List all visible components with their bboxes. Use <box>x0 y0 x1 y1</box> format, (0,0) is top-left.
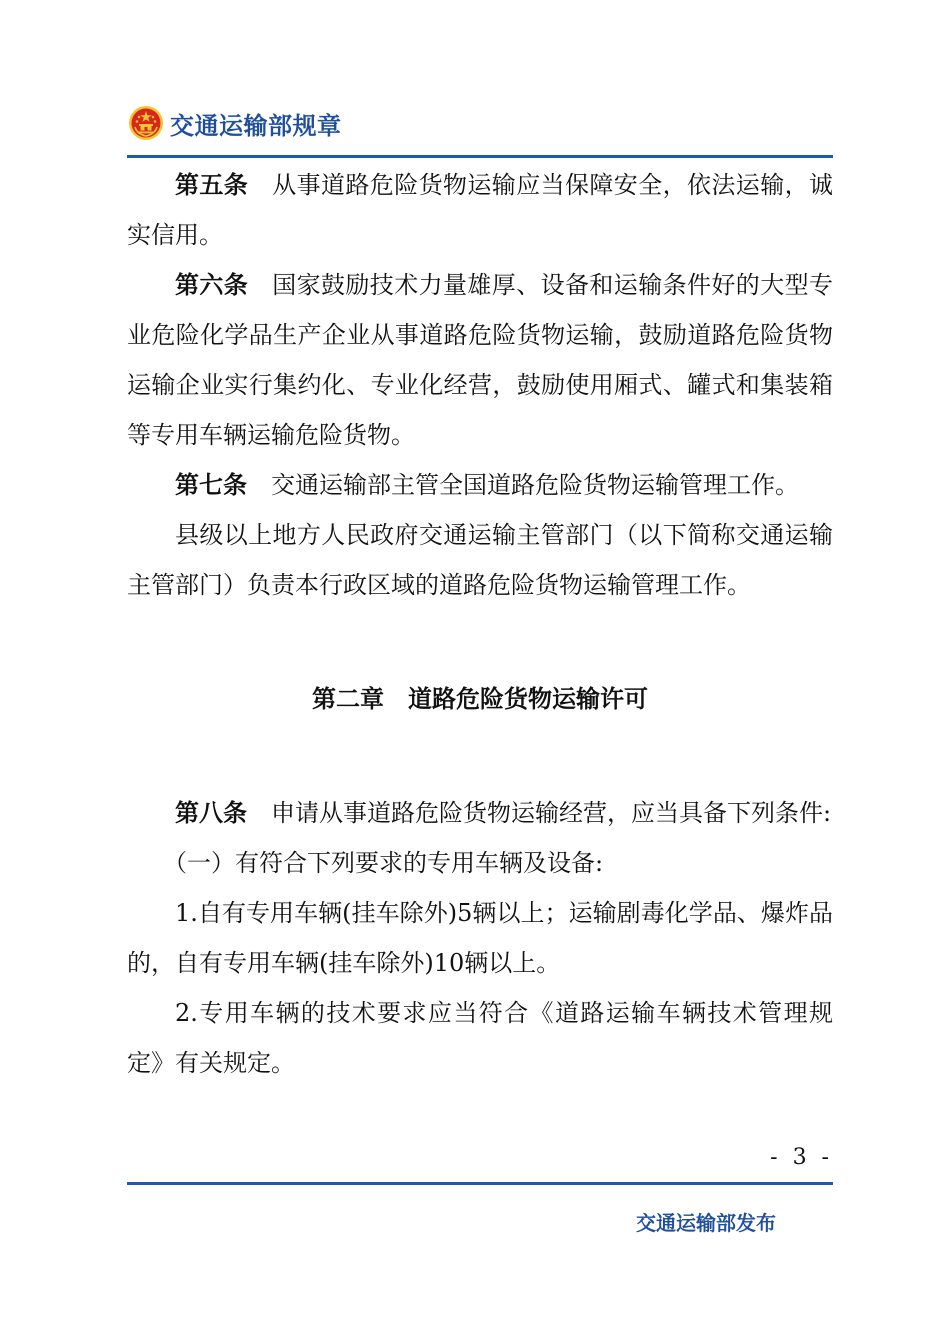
article-5 <box>127 160 833 260</box>
footer-divider <box>127 1182 833 1185</box>
document-body <box>127 160 833 1088</box>
header-title: 交通运输部规章 <box>170 111 342 140</box>
chapter-number: 第二章 <box>312 685 384 713</box>
article-label: 第五条 <box>175 171 249 199</box>
article-8 <box>127 788 833 838</box>
national-emblem-icon <box>128 105 164 141</box>
article-text: 交通运输部主管全国道路危险货物运输管理工作。 <box>271 471 799 499</box>
page-header <box>128 100 342 146</box>
header-divider <box>127 155 833 158</box>
article-8-item-1-2: 2.专用车辆的技术要求应当符合《道路运输车辆技术管理规定》有关规定。 <box>127 999 833 1077</box>
article-6 <box>127 260 833 460</box>
article-8-item-1: （一）有符合下列要求的专用车辆及设备: <box>163 849 604 877</box>
article-label: 第八条 <box>175 799 247 827</box>
article-text: 国家鼓励技术力量雄厚、设备和运输条件好的大型专业危险化学品生产企业从事道路危险货物运输，鼓励道路危险货物运输企业实行集约化、专业化经营，鼓励使用厢式、罐式和集装箱等专用车辆运输危险货物。 <box>127 271 834 449</box>
footer-publisher: 交通运输部发布 <box>636 1211 776 1235</box>
article-7-paragraph-2: 县级以上地方人民政府交通运输主管部门（以下简称交通运输主管部门）负责本行政区域的道路危险货物运输管理工作。 <box>127 521 833 599</box>
article-label: 第六条 <box>175 271 249 299</box>
chapter-heading <box>127 610 833 788</box>
article-8-item-1-1: 1.自有专用车辆(挂车除外)5辆以上；运输剧毒化学品、爆炸品的，自有专用车辆(挂车除外)10辆以上。 <box>127 899 833 977</box>
article-text: 从事道路危险货物运输应当保障安全，依法运输，诚实信用。 <box>127 171 834 249</box>
page-number: - 3 - <box>770 1145 833 1170</box>
chapter-title: 道路危险货物运输许可 <box>408 685 648 713</box>
article-label: 第七条 <box>175 471 247 499</box>
article-7 <box>127 460 833 510</box>
article-text: 申请从事道路危险货物运输经营，应当具备下列条件: <box>271 799 832 827</box>
